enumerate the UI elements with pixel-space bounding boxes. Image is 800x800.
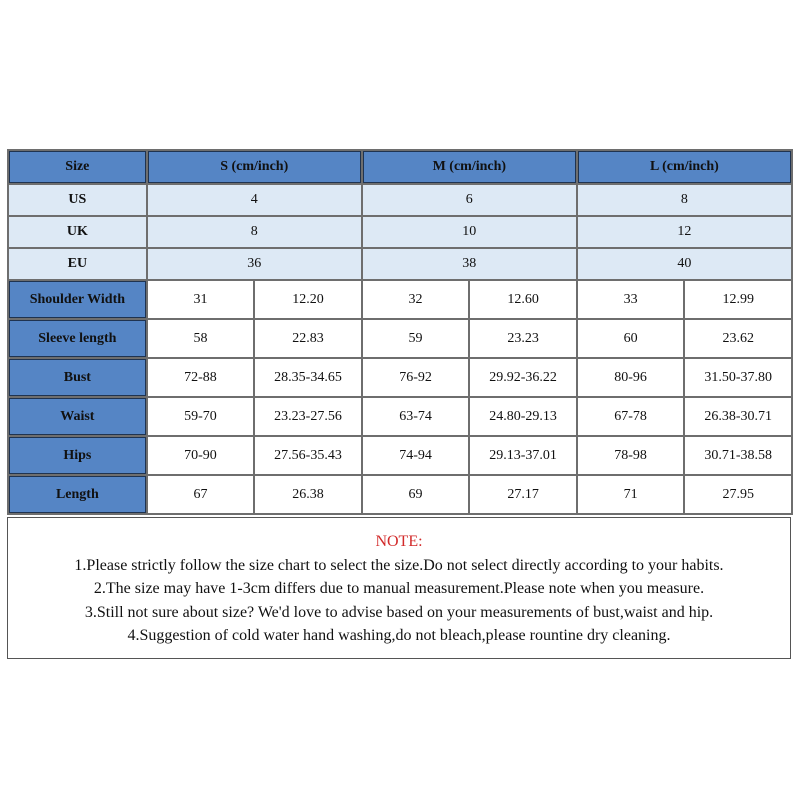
- cell-s-inch: 23.23-27.56: [255, 398, 361, 435]
- row-label: Length: [9, 476, 146, 513]
- cell-m: 10: [363, 217, 576, 247]
- cell-m-inch: 24.80-29.13: [470, 398, 576, 435]
- row-label: Shoulder Width: [9, 281, 146, 318]
- cell-s-inch: 26.38: [255, 476, 361, 513]
- header-size-m: M (cm/inch): [363, 151, 576, 183]
- note-title: NOTE:: [375, 533, 423, 550]
- cell-l-inch: 31.50-37.80: [685, 359, 791, 396]
- header-size-s: S (cm/inch): [148, 151, 361, 183]
- cell-l-inch: 30.71-38.58: [685, 437, 791, 474]
- measurement-row-shoulder-width: [9, 281, 791, 318]
- cell-l-inch: 27.95: [685, 476, 791, 513]
- cell-m-inch: 29.92-36.22: [470, 359, 576, 396]
- cell-l-cm: 71: [578, 476, 684, 513]
- cell-m-cm: 69: [363, 476, 469, 513]
- cell-m-cm: 74-94: [363, 437, 469, 474]
- header-size-label: Size: [9, 151, 146, 183]
- cell-l: 12: [578, 217, 791, 247]
- cell-l: 8: [578, 185, 791, 215]
- cell-l-cm: 80-96: [578, 359, 684, 396]
- cell-m-cm: 76-92: [363, 359, 469, 396]
- cell-m-cm: 63-74: [363, 398, 469, 435]
- measurement-row-length: [9, 476, 791, 513]
- cell-s: 4: [148, 185, 361, 215]
- cell-m-inch: 27.17: [470, 476, 576, 513]
- note-line-2: 2.The size may have 1-3cm differs due to manual measurement.Please note when you measure.: [93, 580, 705, 597]
- header-row: [9, 151, 791, 183]
- cell-m-inch: 12.60: [470, 281, 576, 318]
- cell-s: 8: [148, 217, 361, 247]
- size-table: [7, 149, 793, 515]
- row-label: Bust: [9, 359, 146, 396]
- conversion-row-uk: [9, 217, 791, 247]
- note-line-1: 1.Please strictly follow the size chart to select the size.Do not select directly according to your habits.: [74, 556, 724, 574]
- row-label: US: [9, 185, 146, 215]
- cell-s-cm: 31: [148, 281, 254, 318]
- cell-s-inch: 22.83: [255, 320, 361, 357]
- row-label: Waist: [9, 398, 146, 435]
- size-chart: [7, 149, 793, 659]
- cell-l-cm: 78-98: [578, 437, 684, 474]
- cell-s-inch: 12.20: [255, 281, 361, 318]
- cell-l-cm: 67-78: [578, 398, 684, 435]
- cell-m-inch: 29.13-37.01: [470, 437, 576, 474]
- cell-s-cm: 58: [148, 320, 254, 357]
- conversion-row-us: [9, 185, 791, 215]
- row-label: Sleeve length: [9, 320, 146, 357]
- cell-s-cm: 72-88: [148, 359, 254, 396]
- cell-l-inch: 12.99: [685, 281, 791, 318]
- cell-m-cm: 32: [363, 281, 469, 318]
- note-line-4: 4.Suggestion of cold water hand washing,do not bleach,please rountine dry cleaning.: [127, 627, 671, 644]
- cell-m: 6: [363, 185, 576, 215]
- measurement-row-bust: [9, 359, 791, 396]
- header-size-l: L (cm/inch): [578, 151, 791, 183]
- cell-l: 40: [578, 249, 791, 279]
- row-label: Hips: [9, 437, 146, 474]
- conversion-row-eu: [9, 249, 791, 279]
- cell-s-inch: 27.56-35.43: [255, 437, 361, 474]
- measurement-row-waist: [9, 398, 791, 435]
- cell-l-cm: 33: [578, 281, 684, 318]
- cell-m: 38: [363, 249, 576, 279]
- note-line-3: 3.Still not sure about size? We'd love to advise based on your measurements of bust,waist and hip.: [84, 603, 714, 621]
- notes-box: [7, 517, 791, 659]
- row-label: EU: [9, 249, 146, 279]
- cell-m-inch: 23.23: [470, 320, 576, 357]
- cell-l-cm: 60: [578, 320, 684, 357]
- cell-l-inch: 23.62: [685, 320, 791, 357]
- cell-s-cm: 67: [148, 476, 254, 513]
- row-label: UK: [9, 217, 146, 247]
- cell-l-inch: 26.38-30.71: [685, 398, 791, 435]
- measurement-row-hips: [9, 437, 791, 474]
- cell-s-cm: 59-70: [148, 398, 254, 435]
- measurement-row-sleeve-length: [9, 320, 791, 357]
- cell-s: 36: [148, 249, 361, 279]
- cell-s-cm: 70-90: [148, 437, 254, 474]
- cell-m-cm: 59: [363, 320, 469, 357]
- cell-s-inch: 28.35-34.65: [255, 359, 361, 396]
